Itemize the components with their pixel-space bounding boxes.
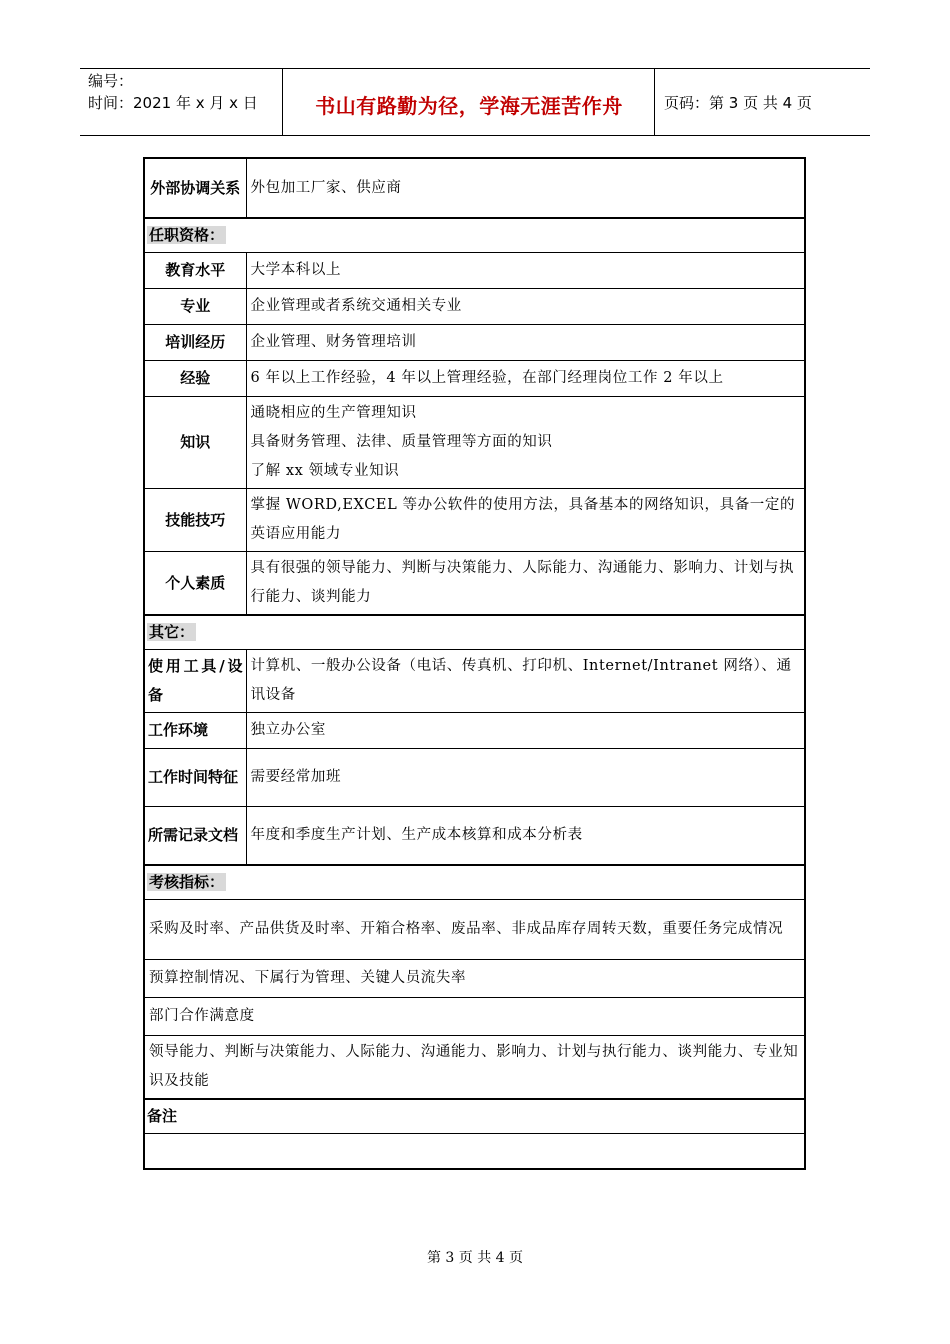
header-top-rule (80, 68, 870, 69)
table-row (144, 1035, 805, 1099)
assessment-item: 部门合作满意度 (144, 997, 805, 1035)
table-row (144, 865, 805, 900)
education-label: 教育水平 (144, 253, 246, 289)
environment-value: 独立办公室 (246, 713, 805, 749)
major-label: 专业 (144, 289, 246, 325)
knowledge-line: 通晓相应的生产管理知识 (250, 405, 417, 421)
section-assessment (144, 865, 805, 900)
table-row (144, 899, 805, 959)
table-row (144, 289, 805, 325)
knowledge-line: 了解 xx 领域专业知识 (250, 463, 400, 479)
table-row (144, 397, 805, 489)
job-description-table (143, 157, 806, 1170)
header-page-number: 页码：第 3 页 共 4 页 (664, 94, 812, 112)
documents-value: 年度和季度生产计划、生产成本核算和成本分析表 (246, 807, 805, 865)
table-row (144, 489, 805, 552)
training-label: 培训经历 (144, 325, 246, 361)
personal-quality-value: 具有很强的领导能力、判断与决策能力、人际能力、沟通能力、影响力、计划与执行能力、谈判能力 (246, 552, 805, 616)
assessment-item: 采购及时率、产品供货及时率、开箱合格率、废品率、非成品库存周转天数，重要任务完成情况 (144, 899, 805, 959)
section-title: 其它： (149, 623, 195, 641)
section-remarks: 备注 (144, 1099, 805, 1134)
table-row (144, 1133, 805, 1169)
assessment-item: 领导能力、判断与决策能力、人际能力、沟通能力、影响力、计划与执行能力、谈判能力、专业知识及技能 (144, 1035, 805, 1099)
table-row (144, 959, 805, 997)
section-title: 任职资格： (149, 226, 225, 244)
skills-label: 技能技巧 (144, 489, 246, 552)
tools-value: 计算机、一般办公设备（电话、传真机、打印机、Internet/Intranet 网络）、通讯设备 (246, 650, 805, 713)
assessment-item: 预算控制情况、下属行为管理、关键人员流失率 (144, 959, 805, 997)
external-relations-label: 外部协调关系 (144, 158, 246, 218)
header-divider (282, 68, 283, 136)
table-row (144, 997, 805, 1035)
worktime-label: 工作时间特征 (144, 749, 246, 807)
environment-label: 工作环境 (144, 713, 246, 749)
training-value: 企业管理、财务管理培训 (246, 325, 805, 361)
knowledge-value (246, 397, 805, 489)
header-divider (654, 68, 655, 136)
doc-number: 编号： (88, 72, 134, 90)
personal-quality-label: 个人素质 (144, 552, 246, 616)
table-row (144, 218, 805, 253)
major-value: 企业管理或者系统交通相关专业 (246, 289, 805, 325)
remarks-value (144, 1133, 805, 1169)
education-value: 大学本科以上 (246, 253, 805, 289)
page-footer: 第 3 页 共 4 页 (426, 1250, 524, 1266)
table-row (144, 158, 805, 218)
table-row (144, 552, 805, 616)
table-row (144, 807, 805, 865)
knowledge-label: 知识 (144, 397, 246, 489)
experience-value: 6 年以上工作经验，4 年以上管理经验，在部门经理岗位工作 2 年以上 (246, 361, 805, 397)
experience-label: 经验 (144, 361, 246, 397)
table-row (144, 325, 805, 361)
header-meta (88, 70, 258, 114)
documents-label: 所需记录文档 (144, 807, 246, 865)
worktime-value: 需要经常加班 (246, 749, 805, 807)
tools-label: 使用工具/设备 (144, 650, 246, 713)
section-others (144, 615, 805, 650)
skills-value: 掌握 WORD,EXCEL 等办公软件的使用方法，具备基本的网络知识，具备一定的英语应用能力 (246, 489, 805, 552)
table-row (144, 713, 805, 749)
section-qualifications (144, 218, 805, 253)
table-row (144, 650, 805, 713)
doc-date: 时间：2021 年 x 月 x 日 (88, 94, 258, 112)
table-row (144, 361, 805, 397)
header-bottom-rule (80, 135, 870, 136)
knowledge-line: 具备财务管理、法律、质量管理等方面的知识 (250, 434, 553, 450)
external-relations-value: 外包加工厂家、供应商 (246, 158, 805, 218)
header-motto: 书山有路勤为径，学海无涯苦作舟 (315, 94, 623, 118)
table-row (144, 615, 805, 650)
table-row (144, 253, 805, 289)
table-row (144, 749, 805, 807)
table-row (144, 1099, 805, 1134)
section-title: 考核指标： (149, 872, 225, 891)
